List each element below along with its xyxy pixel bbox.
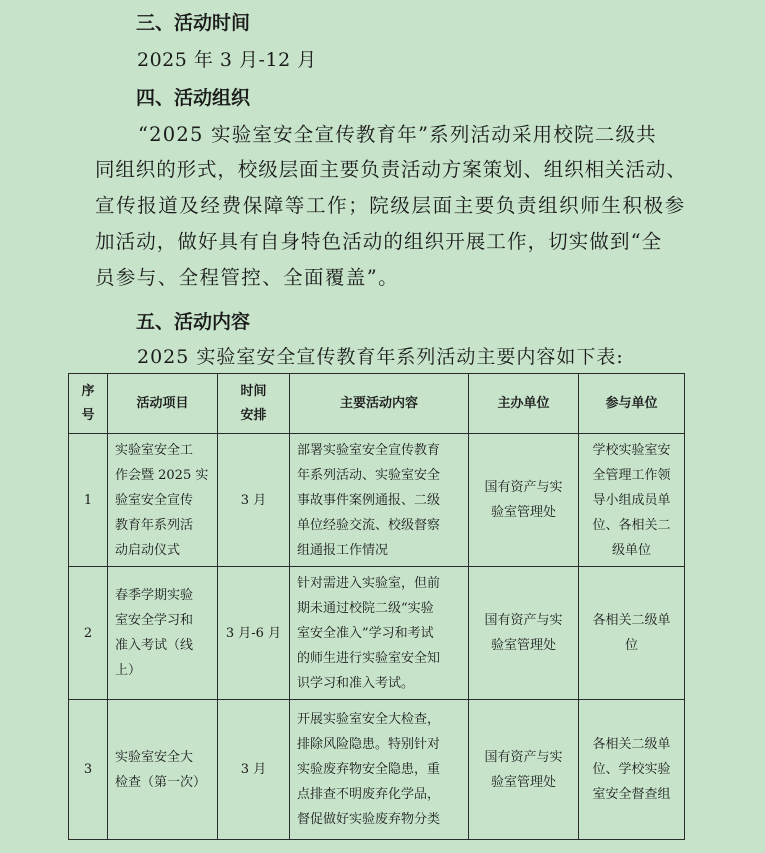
cell-participants: 各相关二级单 位 <box>579 567 685 700</box>
cell-content: 部署实验室安全宣传教育 年系列活动、实验室安全 事故事件案例通报、二级 单位经验交流、校级督察 组通报工作情况 <box>290 434 469 567</box>
header-time: 时间 安排 <box>218 374 290 434</box>
cell-content: 开展实验室安全大检查， 排除风险隐患。特别针对 实验废弃物安全隐患，重 点排查不明废弃化学品， 督促做好实验废弃物分类 <box>290 700 469 840</box>
cell-time: 3 月 <box>218 434 290 567</box>
cell-host: 国有资产与实 验室管理处 <box>469 700 579 840</box>
cell-seq: 2 <box>69 567 108 700</box>
table-row <box>69 700 685 840</box>
cell-project: 实验室安全大 检查（第一次） <box>108 700 218 840</box>
cell-time: 3 月-6 月 <box>218 567 290 700</box>
cell-participants: 各相关二级单 位、学校实验 室安全督查组 <box>579 700 685 840</box>
paragraph-line: 宣传报道及经费保障等工作；院级层面主要负责组织师生积极参 <box>95 194 686 217</box>
section-heading-organization: 四、活动组织 <box>136 87 251 109</box>
cell-content: 针对需进入实验室，但前 期未通过校院二级“实验 室安全准入”学习和考试 的师生进行实验室安全知 识学习和准入考试。 <box>290 567 469 700</box>
cell-host: 国有资产与实 验室管理处 <box>469 567 579 700</box>
paragraph-line: 加活动，做好具有自身特色活动的组织开展工作，切实做到“全 <box>95 230 663 253</box>
paragraph-line: 同组织的形式，校级层面主要负责活动方案策划、组织相关活动、 <box>95 158 687 181</box>
section-heading-content: 五、活动内容 <box>136 311 251 333</box>
cell-project: 春季学期实验 室安全学习和 准入考试（线 上） <box>108 567 218 700</box>
cell-participants: 学校实验室安 全管理工作领 导小组成员单 位、各相关二 级单位 <box>579 434 685 567</box>
cell-project: 实验室安全工 作会暨 2025 实 验室安全宣传 教育年系列活 动启动仪式 <box>108 434 218 567</box>
cell-host: 国有资产与实 验室管理处 <box>469 434 579 567</box>
header-host: 主办单位 <box>469 374 579 434</box>
header-participants: 参与单位 <box>579 374 685 434</box>
activity-period: 2025 年 3 月-12 月 <box>137 49 317 71</box>
cell-time: 3 月 <box>218 700 290 840</box>
cell-seq: 1 <box>69 434 108 567</box>
paragraph-line: 员参与、全程管控、全面覆盖”。 <box>95 266 399 289</box>
section-heading-time: 三、活动时间 <box>136 12 251 34</box>
paragraph-line: “2025 实验室安全宣传教育年”系列活动采用校院二级共 <box>138 123 657 146</box>
header-seq: 序 号 <box>69 374 108 434</box>
table-intro: 2025 实验室安全宣传教育年系列活动主要内容如下表: <box>137 346 624 368</box>
table-header-row <box>69 374 685 434</box>
table-row <box>69 434 685 567</box>
table-row <box>69 567 685 700</box>
cell-seq: 3 <box>69 700 108 840</box>
activity-table <box>68 373 685 840</box>
header-project: 活动项目 <box>108 374 218 434</box>
header-content: 主要活动内容 <box>290 374 469 434</box>
